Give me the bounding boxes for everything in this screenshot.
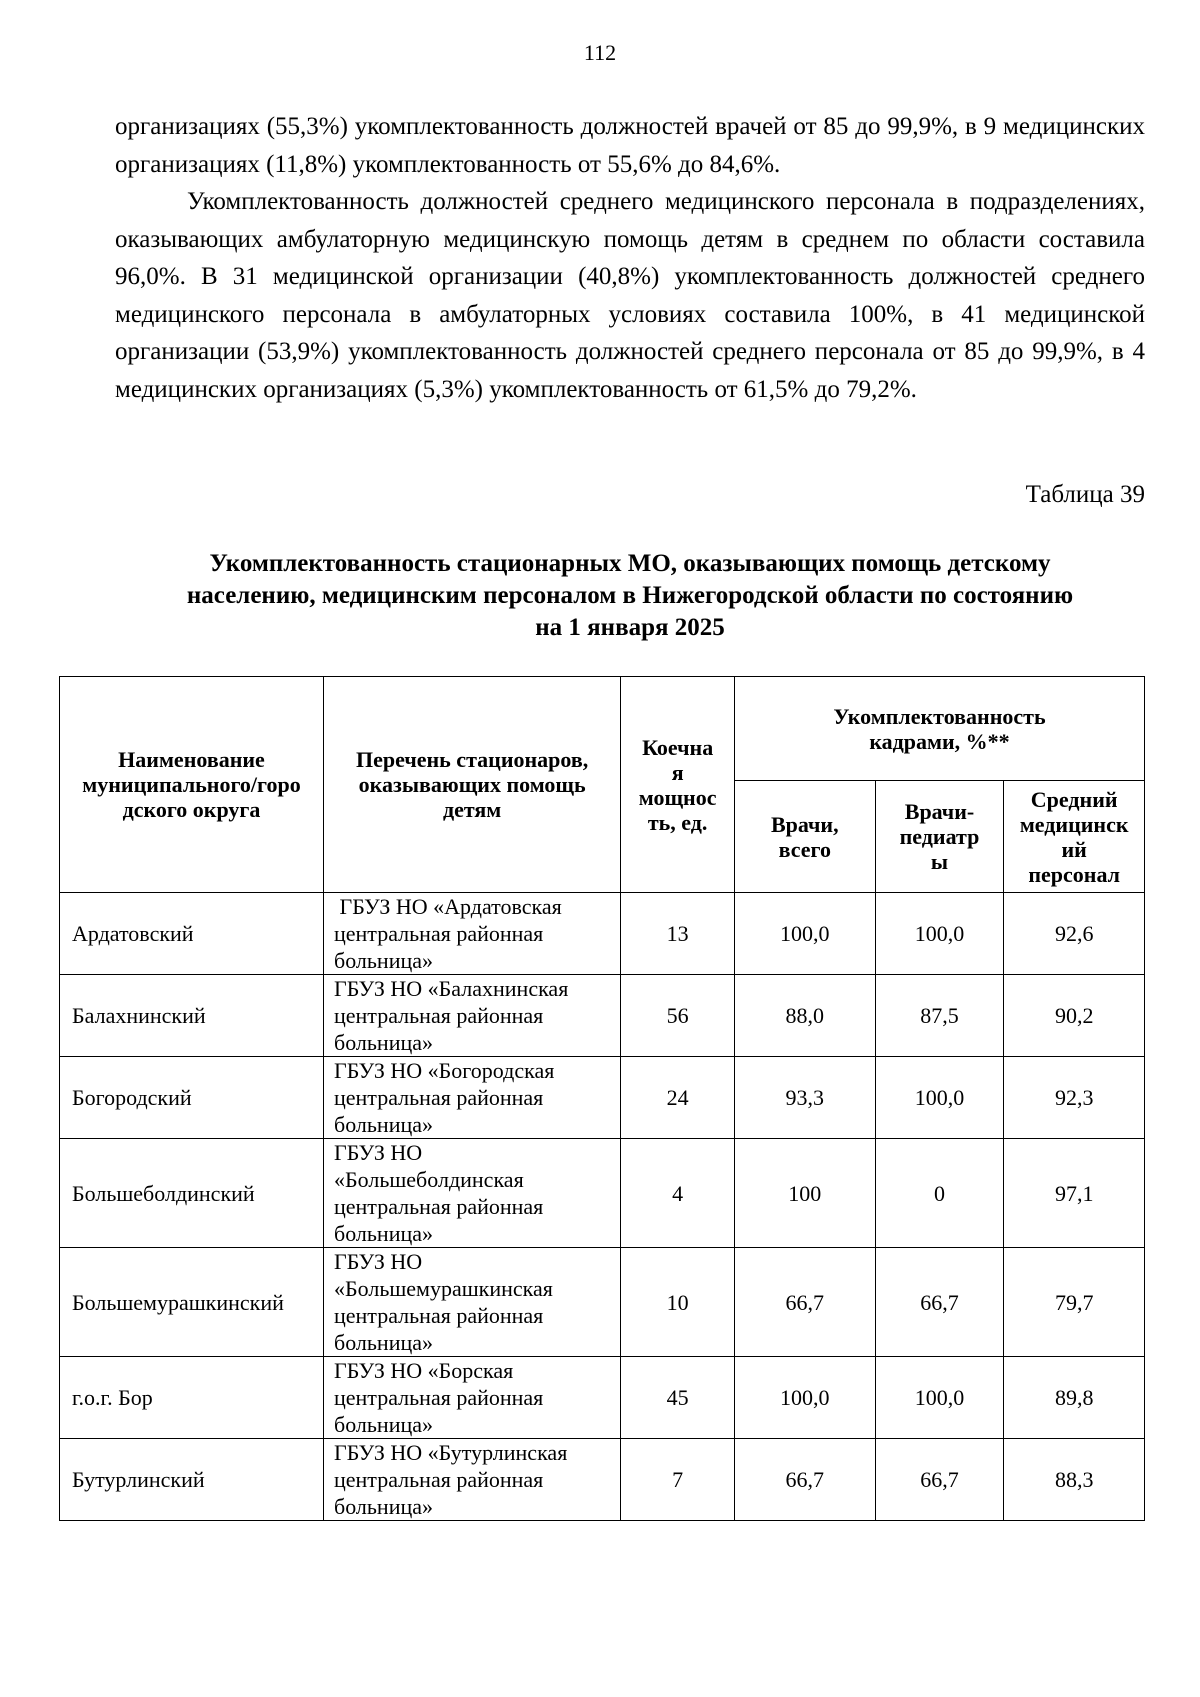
header-hospitals: Перечень стационаров, оказывающих помощь детям (324, 677, 621, 893)
hospital-name-line: больница» (334, 1494, 433, 1519)
hospital-name-line: ГБУЗ НО «Бутурлинская (334, 1440, 568, 1465)
table-label: Таблица 39 (1025, 481, 1145, 508)
cell-bed-capacity: 10 (621, 1248, 735, 1357)
cell-bed-capacity: 4 (621, 1139, 735, 1248)
hospital-name-line: центральная районная (334, 1003, 544, 1028)
cell-nursing-staff: 90,2 (1004, 975, 1145, 1057)
table-body (60, 893, 1145, 1521)
table-row (60, 975, 1145, 1057)
cell-nursing-staff: 89,8 (1004, 1357, 1145, 1439)
table-row (60, 1248, 1145, 1357)
header-municipality: Наименование муниципального/горо дского округа (60, 677, 324, 893)
cell-municipality: г.о.г. Бор (60, 1357, 324, 1439)
cell-hospital (324, 1139, 621, 1248)
cell-municipality: Балахнинский (60, 975, 324, 1057)
cell-pediatricians: 0 (875, 1139, 1004, 1248)
cell-municipality: Большемурашкинский (60, 1248, 324, 1357)
header-nursing-staff: Средний медицинск ий персонал (1004, 781, 1145, 893)
hospital-name-line: больница» (334, 1030, 433, 1055)
cell-hospital (324, 893, 621, 975)
cell-doctors-total: 100,0 (735, 1357, 876, 1439)
hospital-name-line: центральная районная (334, 1467, 544, 1492)
cell-pediatricians: 100,0 (875, 1357, 1004, 1439)
hospital-name-line: больница» (334, 948, 433, 973)
header-staffing: Укомплектованность кадрами, %** (735, 677, 1145, 781)
hospital-name-line: центральная районная (334, 1085, 544, 1110)
table-title-line: населению, медицинским персоналом в Нижегородской области по состоянию (186, 582, 1074, 609)
page-number: 112 (583, 40, 617, 65)
hospital-name-line: «Большемурашкинская (334, 1276, 553, 1301)
hospital-name-line: ГБУЗ НО «Балахнинская (334, 976, 569, 1001)
cell-bed-capacity: 7 (621, 1439, 735, 1521)
cell-hospital (324, 1439, 621, 1521)
cell-hospital (324, 975, 621, 1057)
hospital-name-line: ГБУЗ НО «Ардатовская (334, 894, 562, 919)
table-row (60, 1439, 1145, 1521)
paragraph-nurse-staffing: Укомплектованность должностей среднего медицинского персонала в подразделениях, оказывающих амбулаторную медицинскую помощь детям в среднем по области составила 96,0%. В 31 медицинской организации (40,8%) укомплектованность должностей среднего медицинского персонала в амбулаторных условиях составила 100%, в 41 медицинской организации (53,9%) укомплектованность должностей среднего персонала от 85 до 99,9%, в 4 медицинских организациях (5,3%) укомплектованность от 61,5% до 79,2%. (115, 188, 1145, 403)
cell-bed-capacity: 56 (621, 975, 735, 1057)
cell-pediatricians: 100,0 (875, 893, 1004, 975)
staffing-table (59, 676, 1145, 1521)
hospital-name-line: «Большеболдинская (334, 1167, 524, 1192)
cell-pediatricians: 100,0 (875, 1057, 1004, 1139)
cell-nursing-staff: 92,6 (1004, 893, 1145, 975)
hospital-name-line: больница» (334, 1412, 433, 1437)
hospital-name-line: больница» (334, 1330, 433, 1355)
table-row (60, 893, 1145, 975)
cell-doctors-total: 66,7 (735, 1248, 876, 1357)
header-doctors-total: Врачи, всего (735, 781, 876, 893)
paragraph-continuation: организациях (55,3%) укомплектованность должностей врачей от 85 до 99,9%, в 9 медицинских организациях (11,8%) укомплектованность от 55,6% до 84,6%. (115, 113, 1145, 178)
hospital-name-line: ГБУЗ НО «Богородская (334, 1058, 555, 1083)
cell-nursing-staff: 97,1 (1004, 1139, 1145, 1248)
table-row (60, 1357, 1145, 1439)
hospital-name-line: ГБУЗ НО (334, 1249, 423, 1274)
cell-doctors-total: 93,3 (735, 1057, 876, 1139)
cell-doctors-total: 88,0 (735, 975, 876, 1057)
cell-bed-capacity: 13 (621, 893, 735, 975)
table-title-line: на 1 января 2025 (535, 614, 725, 641)
hospital-name-line: центральная районная (334, 1303, 544, 1328)
hospital-name-line: центральная районная (334, 1194, 544, 1219)
cell-hospital (324, 1057, 621, 1139)
table-title (115, 548, 1145, 644)
cell-bed-capacity: 24 (621, 1057, 735, 1139)
hospital-name-line: центральная районная (334, 1385, 544, 1410)
table-row (60, 1057, 1145, 1139)
cell-pediatricians: 66,7 (875, 1248, 1004, 1357)
cell-hospital (324, 1248, 621, 1357)
cell-doctors-total: 66,7 (735, 1439, 876, 1521)
hospital-name-line: центральная районная (334, 921, 544, 946)
cell-hospital (324, 1357, 621, 1439)
hospital-name-line: ГБУЗ НО (334, 1140, 423, 1165)
table-header (60, 677, 1145, 893)
cell-pediatricians: 66,7 (875, 1439, 1004, 1521)
body-text (115, 108, 1145, 408)
header-bed-capacity: Коечна я мощнос ть, ед. (621, 677, 735, 893)
cell-municipality: Ардатовский (60, 893, 324, 975)
hospital-name-line: больница» (334, 1221, 433, 1246)
table-title-line: Укомплектованность стационарных МО, оказывающих помощь детскому (209, 550, 1051, 577)
cell-nursing-staff: 92,3 (1004, 1057, 1145, 1139)
cell-municipality: Большеболдинский (60, 1139, 324, 1248)
cell-bed-capacity: 45 (621, 1357, 735, 1439)
table-row (60, 1139, 1145, 1248)
cell-nursing-staff: 79,7 (1004, 1248, 1145, 1357)
cell-nursing-staff: 88,3 (1004, 1439, 1145, 1521)
header-pediatricians: Врачи- педиатр ы (875, 781, 1004, 893)
cell-municipality: Бутурлинский (60, 1439, 324, 1521)
cell-doctors-total: 100 (735, 1139, 876, 1248)
cell-pediatricians: 87,5 (875, 975, 1004, 1057)
cell-doctors-total: 100,0 (735, 893, 876, 975)
hospital-name-line: ГБУЗ НО «Борская (334, 1358, 514, 1383)
cell-municipality: Богородский (60, 1057, 324, 1139)
hospital-name-line: больница» (334, 1112, 433, 1137)
